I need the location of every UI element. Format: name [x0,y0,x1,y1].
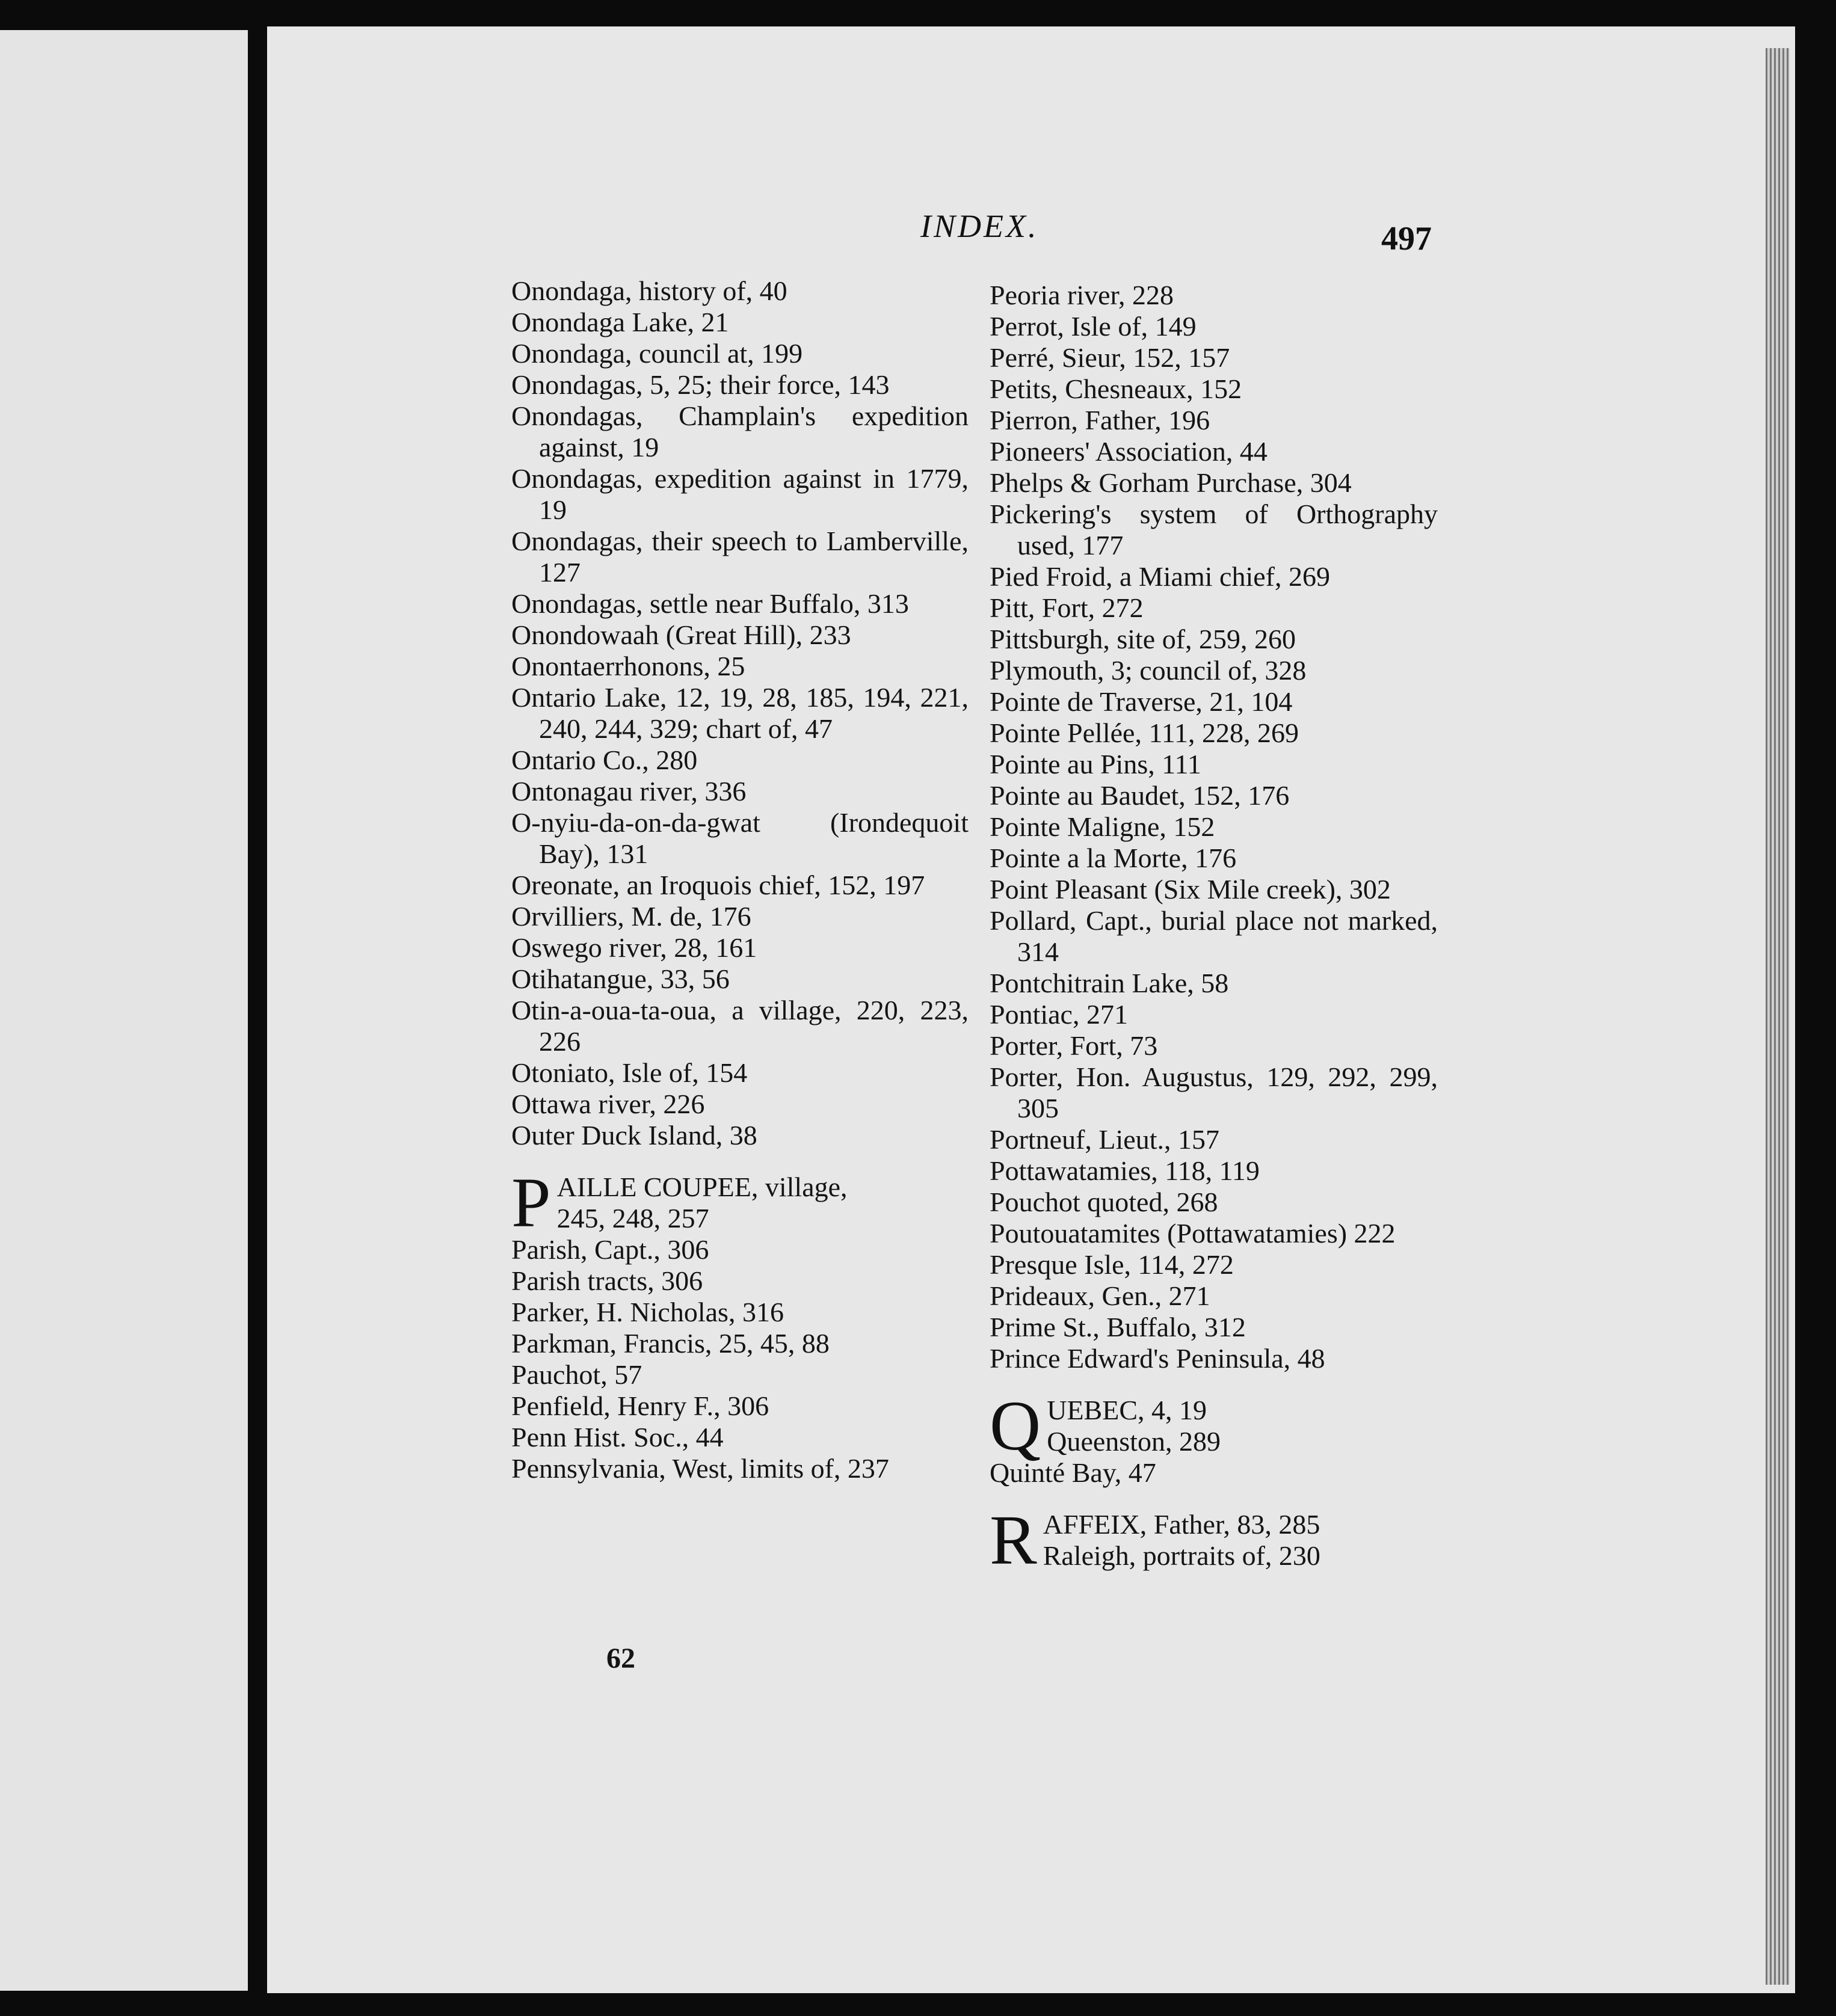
signature-mark: 62 [606,1643,635,1674]
index-entry: Pied Froid, a Miami chief, 269 [990,561,1330,592]
index-entry: Prime St., Buffalo, 312 [990,1312,1246,1342]
index-entry: Otoniato, Isle of, 154 [511,1057,748,1088]
index-entry: Onondaga Lake, 21 [511,307,729,337]
index-entry: Outer Duck Island, 38 [511,1120,757,1151]
index-entry: Onondagas, Champlain's expedition against, 19 [511,401,969,463]
lead-entry-text: UEBEC, 4, 19 [1047,1395,1207,1425]
section-lead-p [511,1163,969,1242]
index-entry: Otin-a-oua-ta-oua, a village, 220, 223, 226 [511,995,969,1057]
index-entry: Pointe Pellée, 111, 228, 269 [990,718,1299,748]
index-entry: Perré, Sieur, 152, 157 [990,342,1230,373]
lead-entry-continuation: Raleigh, portraits of, 230 [1043,1540,1320,1571]
index-entry: Quinté Bay, 47 [990,1457,1156,1488]
index-entry: Penn Hist. Soc., 44 [511,1422,724,1452]
index-entry: Pennsylvania, West, limits of, 237 [511,1453,889,1484]
index-entry: Pointe a la Morte, 176 [990,843,1237,873]
index-entry: Plymouth, 3; council of, 328 [990,655,1307,686]
index-entry: Onontaerrhonons, 25 [511,651,745,681]
index-entry: Orvilliers, M. de, 176 [511,901,751,932]
section-lead-q [990,1386,1438,1465]
index-entry: Onondagas, 5, 25; their force, 143 [511,369,890,400]
index-entry: Presque Isle, 114, 272 [990,1249,1234,1280]
index-entry: Oswego river, 28, 161 [511,932,757,963]
index-entry: Ottawa river, 226 [511,1089,705,1119]
index-entry: Pittsburgh, site of, 259, 260 [990,624,1296,654]
index-entry: Petits, Chesneaux, 152 [990,373,1242,404]
index-entry: Pollard, Capt., burial place not marked, 314 [990,905,1438,967]
index-entry: Onondowaah (Great Hill), 233 [511,619,851,650]
index-entry: Pioneers' Association, 44 [990,436,1268,467]
index-entry: Pouchot quoted, 268 [990,1187,1218,1217]
index-entry: Pottawatamies, 118, 119 [990,1155,1260,1186]
index-entry: Pauchot, 57 [511,1359,642,1390]
lead-entry-text: AILLE COUPEE, village, [556,1172,848,1202]
index-entry: Ontario Co., 280 [511,745,698,775]
index-entry: O-nyiu-da-on-da-gwat (Irondequoit Bay), 131 [511,807,969,869]
index-entry: Phelps & Gorham Purchase, 304 [990,467,1352,498]
index-entry: Porter, Hon. Augustus, 129, 292, 299, 305 [990,1062,1438,1123]
index-entry: Ontario Lake, 12, 19, 28, 185, 194, 221, 240, 244, 329; chart of, 47 [511,682,969,744]
entry-group-p [990,280,1438,1374]
index-entry: Pointe Maligne, 152 [990,811,1215,842]
index-entry: Perrot, Isle of, 149 [990,311,1197,342]
index-entry: Parish, Capt., 306 [511,1234,709,1265]
entry-group-p [511,1234,969,1484]
facing-page [0,30,248,1991]
index-entry: Porter, Fort, 73 [990,1030,1158,1061]
index-entry: Parker, H. Nicholas, 316 [511,1297,784,1327]
index-entry: Peoria river, 228 [990,280,1174,310]
lead-entry-continuation: Queenston, 289 [1047,1426,1221,1457]
index-entry: Pontchitrain Lake, 58 [990,968,1229,998]
index-entry: Onondaga, council at, 199 [511,338,803,369]
index-column-left [511,275,969,1484]
index-entry: Onondagas, their speech to Lamberville, 127 [511,526,969,588]
section-lead-r [990,1501,1438,1579]
index-entry: Pontiac, 271 [990,999,1128,1030]
index-column-right [990,280,1438,1579]
entry-group-o [511,275,969,1151]
index-entry: Poutouatamites (Pottawatamies) 222 [990,1218,1396,1249]
index-entry: Pickering's system of Orthography used, 177 [990,499,1438,561]
page-number: 497 [1381,220,1432,257]
lead-entry-continuation: 245, 248, 257 [556,1203,709,1234]
index-entry: Onondagas, settle near Buffalo, 313 [511,588,909,619]
index-entry: Point Pleasant (Six Mile creek), 302 [990,874,1391,905]
drop-cap: P [511,1163,551,1242]
index-entry: Pointe de Traverse, 21, 104 [990,686,1293,717]
index-entry: Prince Edward's Peninsula, 48 [990,1343,1325,1374]
index-entry: Prideaux, Gen., 271 [990,1280,1210,1311]
index-entry: Pointe au Pins, 111 [990,749,1201,779]
index-entry: Pointe au Baudet, 152, 176 [990,780,1290,811]
drop-cap: R [990,1501,1037,1579]
index-entry: Parkman, Francis, 25, 45, 88 [511,1328,830,1359]
lead-entry-text: AFFEIX, Father, 83, 285 [1043,1509,1320,1540]
page-edge [1766,48,1790,1985]
index-entry: Portneuf, Lieut., 157 [990,1124,1219,1155]
index-entry: Onondaga, history of, 40 [511,275,787,306]
drop-cap: Q [990,1386,1041,1465]
index-entry: Ontonagau river, 336 [511,776,747,807]
index-entry: Otihatangue, 33, 56 [511,963,730,994]
entry-group-q [990,1457,1438,1489]
index-entry: Pierron, Father, 196 [990,405,1210,435]
running-head: INDEX. [920,208,1039,244]
index-entry: Onondagas, expedition against in 1779, 19 [511,463,969,525]
index-entry: Parish tracts, 306 [511,1265,703,1296]
index-entry: Oreonate, an Iroquois chief, 152, 197 [511,870,925,900]
index-entry: Penfield, Henry F., 306 [511,1391,769,1421]
index-entry: Pitt, Fort, 272 [990,592,1144,623]
